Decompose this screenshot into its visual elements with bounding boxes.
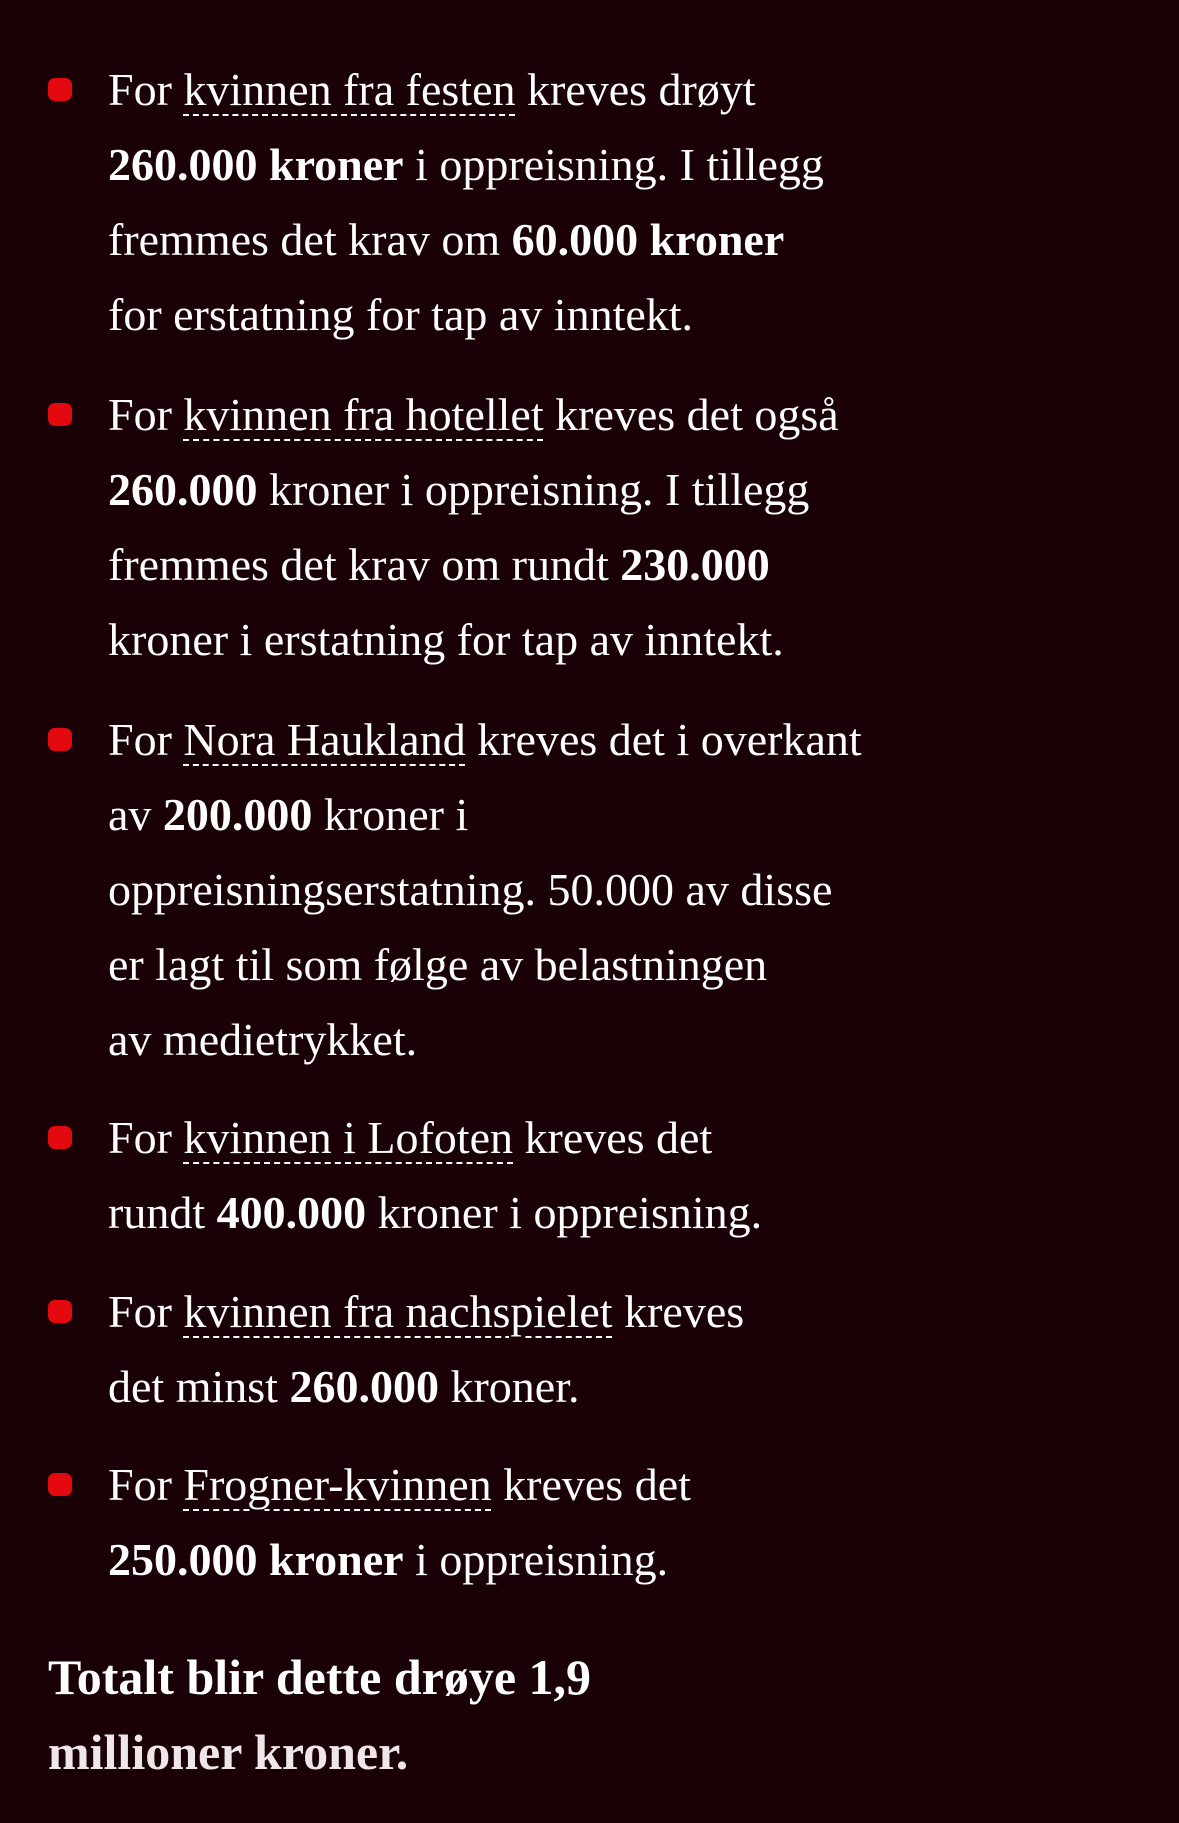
text-segment: kroner i erstatning for tap av inntekt.	[108, 614, 784, 665]
text-segment: kreves drøyt	[515, 64, 756, 115]
person-link[interactable]: kvinnen i Lofoten	[183, 1112, 513, 1163]
text-segment: kroner i oppreisning. I tillegg	[257, 464, 810, 515]
text-line	[108, 927, 767, 1002]
text-segment: i oppreisning. I tillegg	[403, 139, 824, 190]
text-line	[108, 777, 468, 852]
text-segment: kreves det	[491, 1459, 691, 1510]
text-segment: fremmes det krav om rundt	[108, 539, 621, 590]
text-line	[108, 1100, 712, 1175]
text-line	[108, 202, 784, 277]
bold-amount: 250.000 kroner	[108, 1534, 404, 1585]
text-segment: kroner.	[438, 1361, 580, 1412]
text-segment: kroner i oppreisning.	[366, 1187, 763, 1238]
text-segment: For	[108, 1286, 184, 1337]
text-segment: er lagt til som følge av belastningen	[108, 939, 768, 990]
text-line	[108, 377, 839, 452]
text-segment: oppreisningserstatning. 50.000 av disse	[108, 864, 833, 915]
bold-amount: 230.000	[620, 539, 770, 590]
text-segment: For	[108, 1112, 184, 1163]
text-line	[108, 702, 862, 777]
text-segment: For	[108, 714, 184, 765]
text-line	[108, 527, 770, 602]
text-line	[108, 852, 832, 927]
bullet-icon	[48, 1473, 72, 1496]
text-segment: kreves det i overkant	[465, 714, 862, 765]
bullet-icon	[48, 1126, 72, 1149]
text-segment: av	[108, 789, 163, 840]
person-link[interactable]: kvinnen fra hotellet	[183, 389, 544, 440]
text-line	[108, 1002, 417, 1077]
text-line	[108, 1447, 691, 1522]
text-line	[108, 452, 809, 527]
bold-amount: 200.000	[162, 789, 313, 840]
text-line	[108, 1274, 744, 1349]
bold-amount: 400.000	[216, 1187, 367, 1238]
text-segment: i oppreisning.	[403, 1534, 669, 1585]
text-segment: kreves	[612, 1286, 745, 1337]
bold-amount: 260.000	[108, 464, 258, 515]
text-segment: kreves det	[513, 1112, 713, 1163]
bullet-icon	[48, 728, 72, 751]
text-segment: For	[108, 389, 184, 440]
person-link[interactable]: Nora Haukland	[183, 714, 466, 765]
text-segment: kreves det også	[543, 389, 839, 440]
text-segment: rundt	[108, 1187, 217, 1238]
text-segment: av medietrykket.	[108, 1014, 418, 1065]
person-link[interactable]: kvinnen fra nachspielet	[183, 1286, 613, 1337]
text-segment: for erstatning for tap av inntekt.	[108, 289, 694, 340]
text-segment: For	[108, 64, 184, 115]
bold-amount: 60.000 kroner	[511, 214, 785, 265]
bullet-icon	[48, 1300, 72, 1323]
bold-amount: 260.000 kroner	[108, 139, 404, 190]
text-line	[108, 277, 693, 352]
text-line	[108, 602, 784, 677]
text-line	[108, 1175, 762, 1250]
total-summary-heading	[48, 1640, 591, 1790]
text-line	[108, 52, 756, 127]
text-segment: For	[108, 1459, 184, 1510]
text-segment: det minst	[108, 1361, 290, 1412]
bullet-icon	[48, 78, 72, 101]
total-line-2: millioner kroner.	[48, 1724, 409, 1780]
person-link[interactable]: kvinnen fra festen	[183, 64, 516, 115]
text-line	[108, 1349, 579, 1424]
text-segment: kroner i	[312, 789, 469, 840]
person-link[interactable]: Frogner-kvinnen	[183, 1459, 492, 1510]
text-segment: fremmes det krav om	[108, 214, 512, 265]
total-line-1: Totalt blir dette drøye 1,9	[48, 1649, 592, 1705]
text-line	[108, 127, 824, 202]
text-line	[108, 1522, 668, 1597]
bold-amount: 260.000	[289, 1361, 439, 1412]
bullet-icon	[48, 403, 72, 426]
